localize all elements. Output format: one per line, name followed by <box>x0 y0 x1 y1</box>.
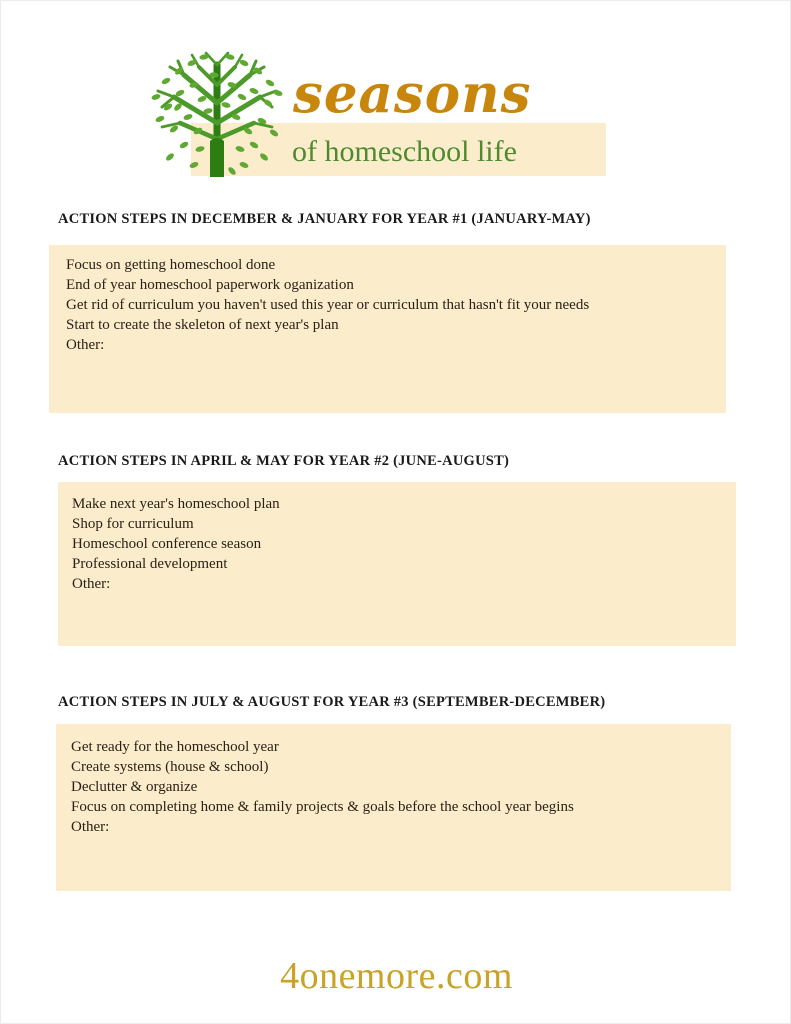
list-item: Focus on completing home & family projects & goals before the school year begins <box>71 799 574 815</box>
brand-tagline: of homeschool life <box>292 135 517 168</box>
list-item: Focus on getting homeschool done <box>66 257 276 273</box>
list-item: Make next year's homeschool plan <box>72 496 280 512</box>
list-item-other: Other: <box>66 337 105 353</box>
list-item: Get rid of curriculum you haven't used this year or curriculum that hasn't fit your needs <box>66 297 590 313</box>
list-item: Start to create the skeleton of next year's plan <box>66 317 339 333</box>
tree-icon <box>144 45 290 187</box>
brand-script-word: seasons <box>293 63 532 125</box>
brand-header <box>1 1 791 201</box>
list-item: Professional development <box>72 556 228 572</box>
list-item: Homeschool conference season <box>72 536 262 552</box>
list-item: Create systems (house & school) <box>71 759 269 775</box>
action-item-list-2 <box>72 494 280 594</box>
list-item: Declutter & organize <box>71 779 198 795</box>
list-item: Get ready for the homeschool year <box>71 739 279 755</box>
footer-website: 4onemore.com <box>280 955 513 997</box>
section-title-2: ACTION STEPS IN APRIL & MAY FOR YEAR #2 (JUNE-AUGUST) <box>58 453 510 469</box>
list-item: Shop for curriculum <box>72 516 194 532</box>
action-item-list-1 <box>66 255 589 355</box>
list-item-other: Other: <box>72 576 111 592</box>
section-title-3: ACTION STEPS IN JULY & AUGUST FOR YEAR #3 (SEPTEMBER-DECEMBER) <box>58 694 606 710</box>
list-item: End of year homeschool paperwork oganization <box>66 277 354 293</box>
action-item-list-3 <box>71 737 574 837</box>
list-item-other: Other: <box>71 819 110 835</box>
section-title-1: ACTION STEPS IN DECEMBER & JANUARY FOR YEAR #1 (JANUARY-MAY) <box>58 211 591 227</box>
